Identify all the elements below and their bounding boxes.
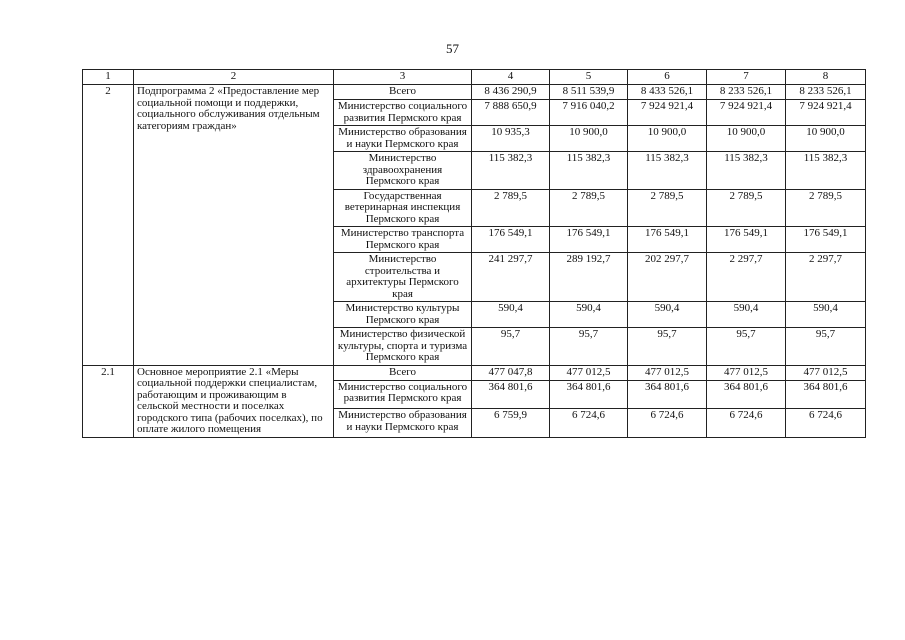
amount-cell: 364 801,6 bbox=[628, 380, 707, 409]
funding-source: Министерство здравоохранения Пермского края bbox=[334, 152, 472, 190]
amount-cell: 6 724,6 bbox=[550, 409, 628, 438]
amount-cell: 6 759,9 bbox=[472, 409, 550, 438]
amount-cell: 95,7 bbox=[786, 328, 866, 366]
amount-cell: 176 549,1 bbox=[472, 227, 550, 253]
amount-cell: 477 012,5 bbox=[707, 365, 786, 380]
page-number: 57 bbox=[446, 41, 459, 56]
amount-cell: 7 924 921,4 bbox=[786, 100, 866, 126]
amount-cell: 2 789,5 bbox=[707, 189, 786, 227]
amount-cell: 289 192,7 bbox=[550, 253, 628, 302]
program-name: Подпрограмма 2 «Предоставление мер социальной помощи и поддержки, социального обслуживания отдельным категориям граждан» bbox=[134, 85, 334, 366]
amount-cell: 95,7 bbox=[550, 328, 628, 366]
amount-cell: 115 382,3 bbox=[550, 152, 628, 190]
amount-cell: 477 012,5 bbox=[550, 365, 628, 380]
column-number-row bbox=[83, 70, 866, 85]
amount-cell: 115 382,3 bbox=[628, 152, 707, 190]
amount-cell: 95,7 bbox=[628, 328, 707, 366]
funding-source: Министерство социального развития Пермского края bbox=[334, 380, 472, 409]
amount-cell: 7 924 921,4 bbox=[707, 100, 786, 126]
column-header: 4 bbox=[472, 70, 550, 85]
amount-cell: 10 900,0 bbox=[550, 126, 628, 152]
funding-source: Всего bbox=[334, 365, 472, 380]
group-total-row bbox=[83, 85, 866, 100]
amount-cell: 202 297,7 bbox=[628, 253, 707, 302]
amount-cell: 115 382,3 bbox=[707, 152, 786, 190]
amount-cell: 2 297,7 bbox=[786, 253, 866, 302]
amount-cell: 95,7 bbox=[707, 328, 786, 366]
column-header: 5 bbox=[550, 70, 628, 85]
funding-source: Министерство социального развития Пермского края bbox=[334, 100, 472, 126]
amount-cell: 7 888 650,9 bbox=[472, 100, 550, 126]
program-number: 2.1 bbox=[83, 365, 134, 437]
amount-cell: 95,7 bbox=[472, 328, 550, 366]
funding-source: Министерство строительства и архитектуры Пермского края bbox=[334, 253, 472, 302]
amount-cell: 8 436 290,9 bbox=[472, 85, 550, 100]
amount-cell: 6 724,6 bbox=[786, 409, 866, 438]
program-number: 2 bbox=[83, 85, 134, 366]
amount-cell: 7 924 921,4 bbox=[628, 100, 707, 126]
amount-cell: 10 900,0 bbox=[628, 126, 707, 152]
amount-cell: 477 012,5 bbox=[628, 365, 707, 380]
amount-cell: 2 789,5 bbox=[472, 189, 550, 227]
budget-table bbox=[82, 69, 866, 438]
funding-source: Министерство транспорта Пермского края bbox=[334, 227, 472, 253]
amount-cell: 6 724,6 bbox=[628, 409, 707, 438]
amount-cell: 590,4 bbox=[550, 302, 628, 328]
amount-cell: 6 724,6 bbox=[707, 409, 786, 438]
amount-cell: 364 801,6 bbox=[550, 380, 628, 409]
amount-cell: 176 549,1 bbox=[707, 227, 786, 253]
amount-cell: 10 935,3 bbox=[472, 126, 550, 152]
column-header: 3 bbox=[334, 70, 472, 85]
amount-cell: 590,4 bbox=[472, 302, 550, 328]
amount-cell: 176 549,1 bbox=[550, 227, 628, 253]
amount-cell: 115 382,3 bbox=[472, 152, 550, 190]
column-header: 7 bbox=[707, 70, 786, 85]
amount-cell: 364 801,6 bbox=[786, 380, 866, 409]
amount-cell: 115 382,3 bbox=[786, 152, 866, 190]
amount-cell: 590,4 bbox=[628, 302, 707, 328]
amount-cell: 176 549,1 bbox=[786, 227, 866, 253]
amount-cell: 2 789,5 bbox=[628, 189, 707, 227]
amount-cell: 477 047,8 bbox=[472, 365, 550, 380]
amount-cell: 8 233 526,1 bbox=[786, 85, 866, 100]
amount-cell: 590,4 bbox=[786, 302, 866, 328]
group-total-row bbox=[83, 365, 866, 380]
amount-cell: 241 297,7 bbox=[472, 253, 550, 302]
funding-source: Всего bbox=[334, 85, 472, 100]
table-body bbox=[83, 70, 866, 438]
amount-cell: 2 297,7 bbox=[707, 253, 786, 302]
funding-source: Государственная ветеринарная инспекция Пермского края bbox=[334, 189, 472, 227]
funding-source: Министерство физической культуры, спорта и туризма Пермского края bbox=[334, 328, 472, 366]
program-name: Основное мероприятие 2.1 «Меры социальной поддержки специалистам, работающим и проживающим в сельской местности и поселках городского типа (рабочих поселках), по оплате жилого помещения bbox=[134, 365, 334, 437]
amount-cell: 364 801,6 bbox=[707, 380, 786, 409]
amount-cell: 364 801,6 bbox=[472, 380, 550, 409]
funding-source: Министерство образования и науки Пермского края bbox=[334, 409, 472, 438]
amount-cell: 590,4 bbox=[707, 302, 786, 328]
amount-cell: 8 433 526,1 bbox=[628, 85, 707, 100]
amount-cell: 176 549,1 bbox=[628, 227, 707, 253]
amount-cell: 10 900,0 bbox=[707, 126, 786, 152]
column-header: 6 bbox=[628, 70, 707, 85]
funding-source: Министерство культуры Пермского края bbox=[334, 302, 472, 328]
amount-cell: 2 789,5 bbox=[550, 189, 628, 227]
column-header: 8 bbox=[786, 70, 866, 85]
column-header: 1 bbox=[83, 70, 134, 85]
amount-cell: 8 233 526,1 bbox=[707, 85, 786, 100]
amount-cell: 2 789,5 bbox=[786, 189, 866, 227]
funding-source: Министерство образования и науки Пермского края bbox=[334, 126, 472, 152]
amount-cell: 477 012,5 bbox=[786, 365, 866, 380]
amount-cell: 8 511 539,9 bbox=[550, 85, 628, 100]
amount-cell: 7 916 040,2 bbox=[550, 100, 628, 126]
amount-cell: 10 900,0 bbox=[786, 126, 866, 152]
column-header: 2 bbox=[134, 70, 334, 85]
